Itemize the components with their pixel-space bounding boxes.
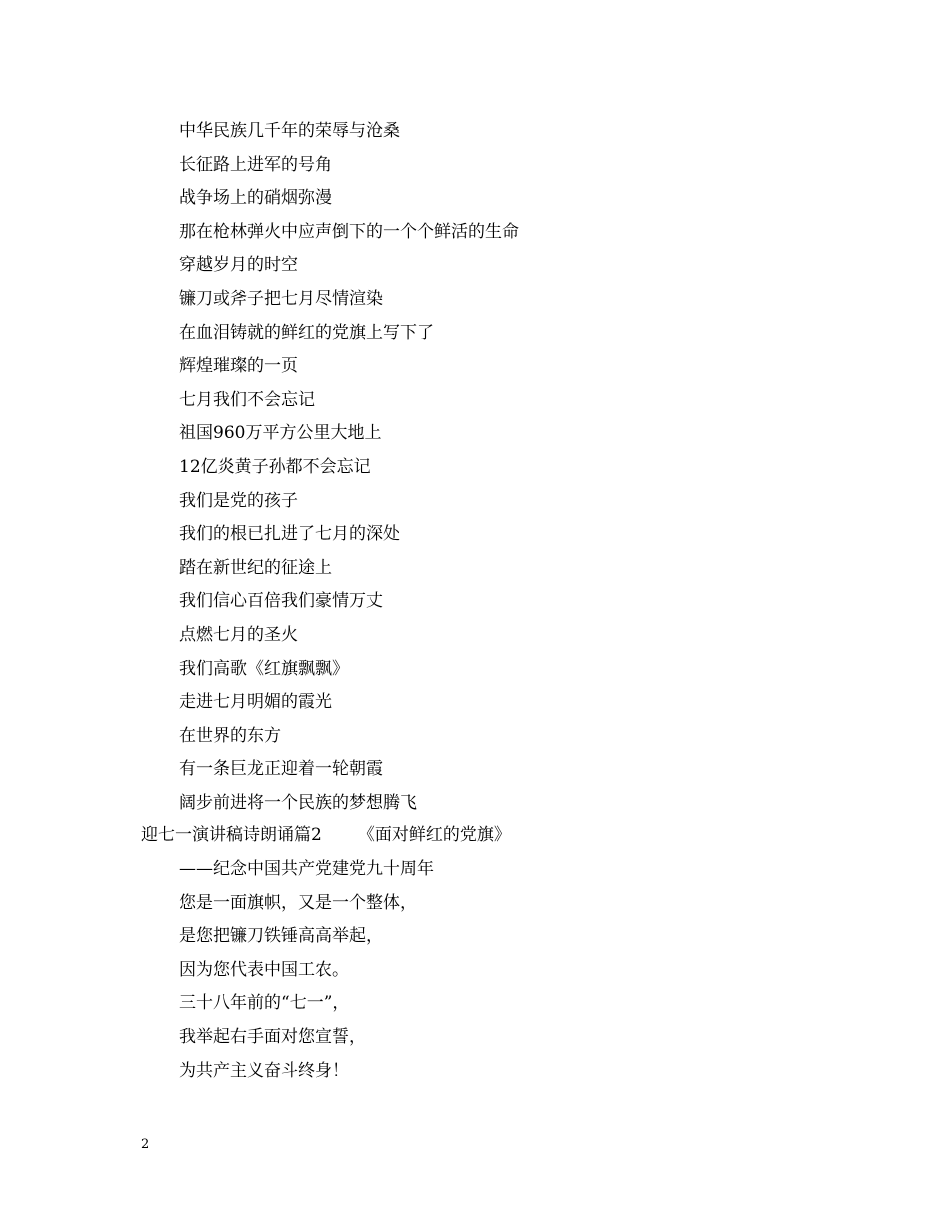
poem-line: 战争场上的硝烟弥漫 [179,188,332,209]
poem-line: 我们信心百倍我们豪情万丈 [179,591,383,612]
poem-body [179,118,519,823]
poem-line: 是您把镰刀铁锤高高举起， [179,926,383,947]
poem-line: 那在枪林弹火中应声倒下的一个个鲜活的生命 [179,221,519,242]
poem-line: 为共产主义奋斗终身！ [179,1060,349,1081]
poem-line: 辉煌璀璨的一页 [179,356,298,377]
page-number: 2 [141,1137,150,1152]
poem-line: 12亿炎黄子孙都不会忘记 [179,456,371,477]
poem-line: 有一条巨龙正迎着一轮朝霞 [179,759,383,780]
poem-line: 点燃七月的圣火 [179,624,298,645]
poem-line: 因为您代表中国工农。 [179,959,349,980]
poem-line: 长征路上进军的号角 [179,154,332,175]
poem-line: 踏在新世纪的征途上 [179,557,332,578]
section-heading-label: 迎七一演讲稿诗朗诵篇2 [141,825,322,845]
poem-line: 在血泪铸就的鲜红的党旗上写下了 [179,322,434,343]
poem-line: 我们的根已扎进了七月的深处 [179,524,400,545]
poem-line: 七月我们不会忘记 [179,389,315,410]
poem-body-2 [179,856,434,1091]
poem-line: 穿越岁月的时空 [179,255,298,276]
poem-line: ——纪念中国共产党建党九十周年 [179,859,434,879]
poem-line: 阔步前进将一个民族的梦想腾飞 [179,792,417,813]
poem-line: 走进七月明媚的霞光 [179,692,332,713]
poem-line: 在世界的东方 [179,725,281,746]
poem-line: 三十八年前的“七一”， [179,993,350,1014]
poem-line: 我举起右手面对您宣誓， [179,1026,366,1047]
section-title: 《面对鲜红的党旗》 [357,825,511,845]
section-heading [141,822,511,848]
poem-line: 我们是党的孩子 [179,490,298,511]
poem-line: 镰刀或斧子把七月尽情渲染 [179,288,383,309]
poem-line: 我们高歌《红旗飘飘》 [179,658,349,679]
poem-line: 祖国960万平方公里大地上 [179,423,382,444]
poem-line: 您是一面旗帜，又是一个整体， [179,892,417,913]
poem-line: 中华民族几千年的荣辱与沧桑 [179,121,400,141]
